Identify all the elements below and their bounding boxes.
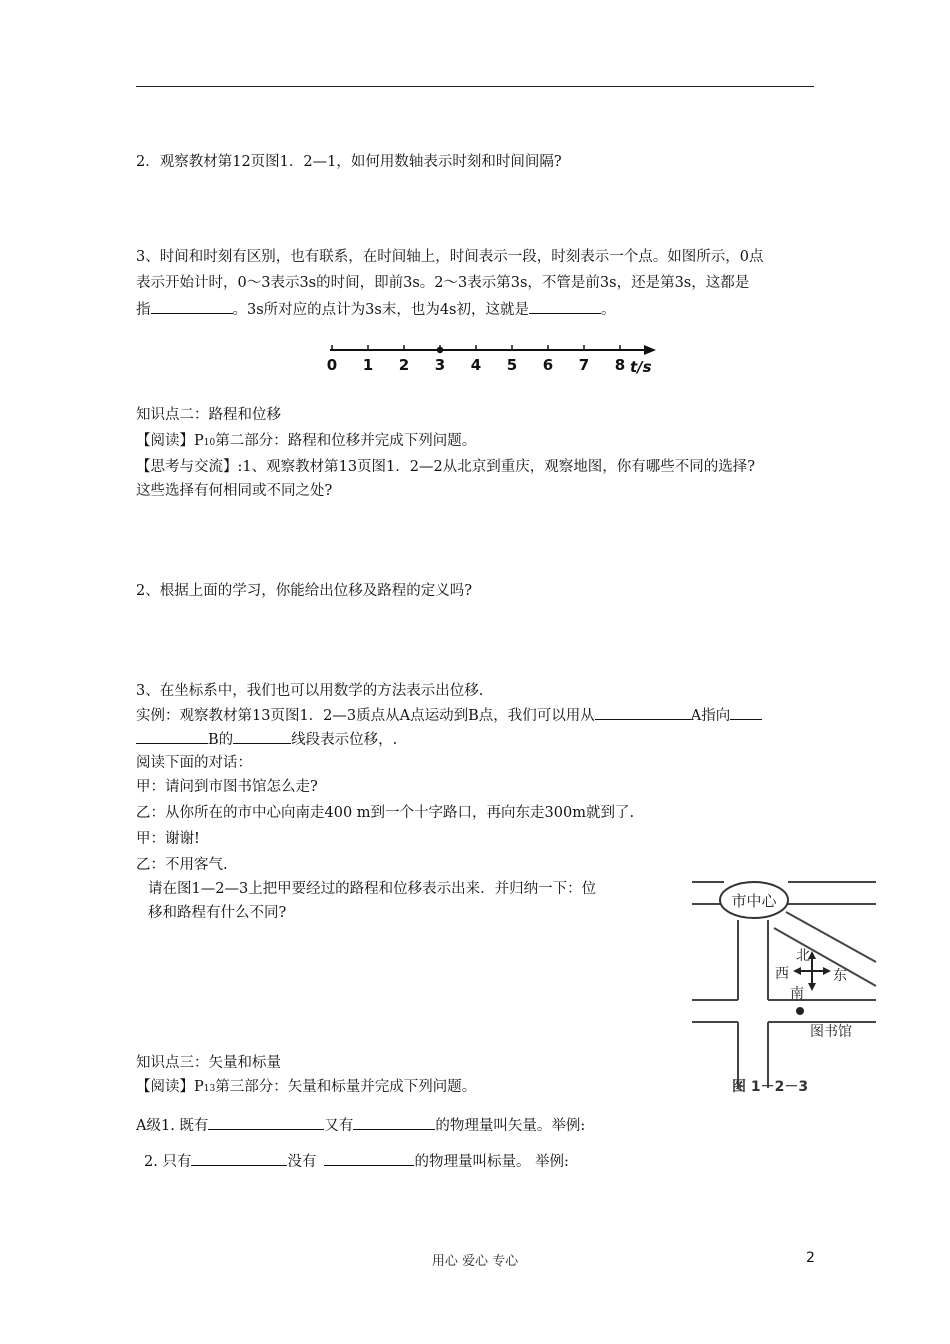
kp2-reading-a: 【阅读】P [136, 433, 204, 449]
question-3-text-a: 指 [136, 302, 151, 318]
marked-point [437, 347, 443, 353]
library-marker [796, 1007, 804, 1015]
dialog-line-1: 甲：请问到市图书馆怎么走? [136, 779, 318, 795]
question-3-line-3 [136, 299, 616, 320]
axis-tick-label: 8 [614, 356, 626, 374]
kp2-question-3: 3、在坐标系中，我们也可以用数学的方法表示出位移. [136, 683, 484, 699]
kp2-example-line-1 [136, 705, 762, 726]
kp3-reading-b: 第三部分：矢量和标量并完成下列问题。 [215, 1079, 477, 1095]
axis-tick-label: 1 [362, 356, 374, 374]
map-label-west: 西 [775, 966, 789, 982]
page-footer: 用心 爱心 专心 [431, 1254, 519, 1269]
answer-blank-to-1[interactable] [730, 705, 762, 720]
kp2-think-line-2: 这些选择有何相同或不同之处? [136, 483, 333, 499]
axis-tick-label: 4 [470, 356, 482, 374]
page-number: 2 [806, 1250, 815, 1266]
kp3-q2-b: 没有 [287, 1154, 317, 1170]
time-axis-figure [320, 340, 660, 380]
map-label-city-center: 市中心 [731, 892, 777, 910]
kp2-reading [136, 431, 476, 453]
question-3-line-2: 表示开始计时，0～3表示3s的时间，即前3s。2～3表示第3s，不管是前3s，还是第3s，这都是 [136, 275, 750, 291]
kp3-q1-b: 又有 [324, 1118, 354, 1134]
kp2-reading-sub: 10 [203, 438, 216, 448]
kp3-q2-a: 2. 只有 [144, 1154, 192, 1170]
dialog-line-2: 乙：从你所在的市中心向南走400 m到一个十字路口，再向东走300m就到了. [136, 805, 635, 821]
kp2-reading-b: 第二部分：路程和位移并完成下列问题。 [215, 433, 477, 449]
answer-blank-to-2[interactable] [136, 729, 208, 744]
answer-blank-from[interactable] [595, 705, 691, 720]
kp3-question-2 [144, 1151, 569, 1172]
map-label-north: 北 [796, 948, 810, 964]
kp3-question-1 [136, 1115, 585, 1136]
kp3-q2-c: 的物理量叫标量。 举例: [414, 1154, 569, 1170]
kp3-q1-a: A级1. 既有 [136, 1118, 209, 1134]
answer-blank-scalar-2[interactable] [324, 1151, 414, 1166]
kp3-reading-sub: 13 [203, 1084, 216, 1094]
axis-tick-label: 2 [398, 356, 410, 374]
header-rule [136, 86, 814, 87]
knowledge-point-2-title: 知识点二：路程和位移 [136, 407, 281, 423]
question-time-axis: 2．观察教材第12页图1．2—1，如何用数轴表示时刻和时间间隔? [136, 154, 562, 170]
kp3-q1-c: 的物理量叫矢量。举例: [435, 1118, 586, 1134]
kp2-example-b: A指向 [690, 708, 731, 724]
answer-blank-vector-2[interactable] [353, 1115, 435, 1130]
kp3-reading-a: 【阅读】P [136, 1079, 204, 1095]
dialog-task-line-1: 请在图1—2—3上把甲要经过的路程和位移表示出来．并归纳一下：位 [148, 881, 597, 897]
axis-tick-label: 5 [506, 356, 518, 374]
dialog-line-3: 甲：谢谢! [136, 831, 200, 847]
answer-blank-time[interactable] [151, 299, 233, 314]
kp2-example-c: B的 [208, 732, 234, 748]
answer-blank-scalar-1[interactable] [191, 1151, 287, 1166]
dialog-intro: 阅读下面的对话： [136, 755, 252, 771]
answer-blank-vector-1[interactable] [208, 1115, 324, 1130]
city-map-figure [690, 860, 880, 1090]
map-label-south: 南 [790, 986, 804, 1002]
kp2-example-line-2 [136, 729, 397, 750]
map-label-east: 东 [833, 968, 847, 984]
axis-tick-label: 6 [542, 356, 554, 374]
kp2-think-line-1: 【思考与交流】:1、观察教材第13页图1．2—2从北京到重庆，观察地图，你有哪些不同的选择? [136, 459, 756, 475]
knowledge-point-3-title: 知识点三：矢量和标量 [136, 1055, 281, 1071]
kp2-example-d: 线段表示位移，. [291, 732, 398, 748]
axis-tick-label: 7 [578, 356, 590, 374]
axis-arrow-icon [644, 345, 656, 355]
dialog-line-4: 乙：不用客气. [136, 857, 228, 873]
axis-tick-label: 0 [326, 356, 338, 374]
dialog-task-line-2: 移和路程有什么不同? [148, 905, 287, 921]
answer-blank-moment[interactable] [529, 299, 601, 314]
map-label-library: 图书馆 [810, 1024, 852, 1040]
kp2-example-a: 实例：观察教材第13页图1．2—3质点从A点运动到B点，我们可以用从 [136, 708, 595, 724]
kp2-question-2: 2、根据上面的学习，你能给出位移及路程的定义吗? [136, 583, 472, 599]
axis-unit-label: t/s [630, 358, 652, 376]
question-3-text-b: 。3s所对应的点计为3s末，也为4s初，这就是 [232, 302, 529, 318]
question-3-text-c: 。 [601, 302, 616, 318]
map-caption: 图 1－2－3 [732, 1079, 809, 1095]
question-3-line-1: 3、时间和时刻有区别，也有联系，在时间轴上，时间表示一段，时刻表示一个点。如图所示，0点 [136, 249, 764, 265]
axis-tick-label: 3 [434, 356, 446, 374]
answer-blank-segment[interactable] [233, 729, 291, 744]
kp3-reading [136, 1077, 476, 1099]
